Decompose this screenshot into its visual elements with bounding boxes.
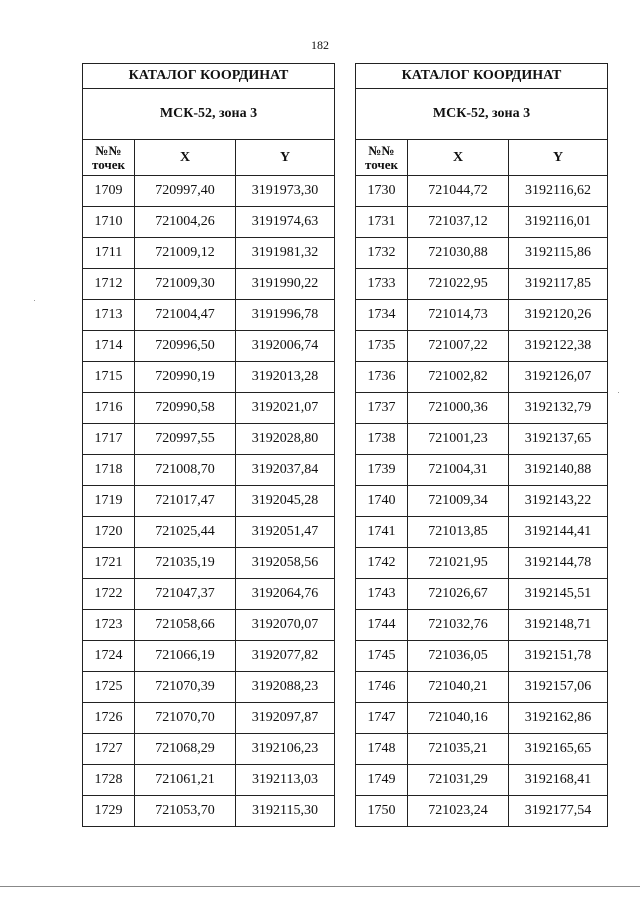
point-number-cell: 1727 <box>83 734 135 765</box>
catalog-title: КАТАЛОГ КООРДИНАТ <box>83 64 335 89</box>
y-coordinate-cell: 3192144,41 <box>509 517 608 548</box>
point-number-cell: 1721 <box>83 548 135 579</box>
table-row <box>356 796 608 827</box>
table-row <box>83 207 335 238</box>
table-row <box>356 362 608 393</box>
y-coordinate-cell: 3192106,23 <box>236 734 335 765</box>
coordinate-catalog-right <box>355 63 608 827</box>
page-number: 182 <box>311 38 329 52</box>
x-coordinate-cell: 721070,39 <box>135 672 236 703</box>
y-coordinate-cell: 3192148,71 <box>509 610 608 641</box>
coordinate-catalog-left <box>82 63 335 827</box>
catalog-zone: МСК-52, зона 3 <box>83 89 335 140</box>
table-row <box>83 796 335 827</box>
x-coordinate-cell: 721001,23 <box>408 424 509 455</box>
point-number-cell: 1747 <box>356 703 408 734</box>
y-coordinate-cell: 3192077,82 <box>236 641 335 672</box>
point-number-cell: 1723 <box>83 610 135 641</box>
point-number-cell: 1738 <box>356 424 408 455</box>
table-row <box>83 393 335 424</box>
x-coordinate-cell: 721036,05 <box>408 641 509 672</box>
table-row <box>83 331 335 362</box>
point-number-cell: 1726 <box>83 703 135 734</box>
y-coordinate-cell: 3191990,22 <box>236 269 335 300</box>
y-coordinate-cell: 3192021,07 <box>236 393 335 424</box>
table-row <box>83 734 335 765</box>
x-coordinate-cell: 721007,22 <box>408 331 509 362</box>
x-coordinate-cell: 721026,67 <box>408 579 509 610</box>
y-coordinate-cell: 3192132,79 <box>509 393 608 424</box>
table-row <box>83 486 335 517</box>
y-coordinate-cell: 3192051,47 <box>236 517 335 548</box>
table-row <box>356 517 608 548</box>
point-number-header-line2: точек <box>365 156 398 172</box>
table-row <box>356 486 608 517</box>
point-number-cell: 1750 <box>356 796 408 827</box>
x-coordinate-cell: 721035,21 <box>408 734 509 765</box>
point-number-cell: 1724 <box>83 641 135 672</box>
y-coordinate-cell: 3192117,85 <box>509 269 608 300</box>
x-header: X <box>408 140 509 176</box>
x-coordinate-cell: 721004,26 <box>135 207 236 238</box>
point-number-cell: 1741 <box>356 517 408 548</box>
y-coordinate-cell: 3192070,07 <box>236 610 335 641</box>
point-number-cell: 1736 <box>356 362 408 393</box>
x-coordinate-cell: 721058,66 <box>135 610 236 641</box>
x-coordinate-cell: 721061,21 <box>135 765 236 796</box>
x-coordinate-cell: 721030,88 <box>408 238 509 269</box>
y-coordinate-cell: 3192157,06 <box>509 672 608 703</box>
point-number-cell: 1732 <box>356 238 408 269</box>
table-row <box>83 641 335 672</box>
x-coordinate-cell: 721004,47 <box>135 300 236 331</box>
point-number-header <box>83 140 135 176</box>
point-number-header-line2: точек <box>92 156 125 172</box>
x-coordinate-cell: 721044,72 <box>408 176 509 207</box>
y-coordinate-cell: 3192144,78 <box>509 548 608 579</box>
point-number-cell: 1746 <box>356 672 408 703</box>
point-number-header <box>356 140 408 176</box>
point-number-cell: 1735 <box>356 331 408 362</box>
x-coordinate-cell: 721040,16 <box>408 703 509 734</box>
point-number-cell: 1710 <box>83 207 135 238</box>
point-number-cell: 1714 <box>83 331 135 362</box>
y-coordinate-cell: 3192177,54 <box>509 796 608 827</box>
point-number-cell: 1744 <box>356 610 408 641</box>
table-row <box>83 269 335 300</box>
y-coordinate-cell: 3191981,32 <box>236 238 335 269</box>
table-row <box>83 424 335 455</box>
table-row <box>356 300 608 331</box>
x-coordinate-cell: 721037,12 <box>408 207 509 238</box>
point-number-cell: 1728 <box>83 765 135 796</box>
point-number-cell: 1745 <box>356 641 408 672</box>
scan-speck <box>618 392 619 393</box>
y-coordinate-cell: 3192137,65 <box>509 424 608 455</box>
table-row <box>356 269 608 300</box>
point-number-cell: 1717 <box>83 424 135 455</box>
x-coordinate-cell: 721047,37 <box>135 579 236 610</box>
table-row <box>83 300 335 331</box>
x-coordinate-cell: 721035,19 <box>135 548 236 579</box>
scan-speck <box>34 300 35 301</box>
x-coordinate-cell: 721009,34 <box>408 486 509 517</box>
y-coordinate-cell: 3192143,22 <box>509 486 608 517</box>
table-row <box>356 734 608 765</box>
table-row <box>83 176 335 207</box>
page-bottom-rule <box>0 886 640 887</box>
table-row <box>83 455 335 486</box>
x-coordinate-cell: 720990,58 <box>135 393 236 424</box>
point-number-cell: 1739 <box>356 455 408 486</box>
y-coordinate-cell: 3192028,80 <box>236 424 335 455</box>
table-row <box>356 610 608 641</box>
x-coordinate-cell: 721009,12 <box>135 238 236 269</box>
y-coordinate-cell: 3192126,07 <box>509 362 608 393</box>
table-row <box>356 176 608 207</box>
y-coordinate-cell: 3192045,28 <box>236 486 335 517</box>
x-coordinate-cell: 721014,73 <box>408 300 509 331</box>
y-coordinate-cell: 3192116,62 <box>509 176 608 207</box>
x-coordinate-cell: 721070,70 <box>135 703 236 734</box>
y-coordinate-cell: 3192120,26 <box>509 300 608 331</box>
point-number-cell: 1709 <box>83 176 135 207</box>
point-number-cell: 1742 <box>356 548 408 579</box>
point-number-cell: 1725 <box>83 672 135 703</box>
x-coordinate-cell: 721013,85 <box>408 517 509 548</box>
y-coordinate-cell: 3192115,30 <box>236 796 335 827</box>
x-coordinate-cell: 721004,31 <box>408 455 509 486</box>
y-header: Y <box>509 140 608 176</box>
point-number-header-line1: №№ <box>95 142 122 158</box>
table-row <box>356 579 608 610</box>
y-coordinate-cell: 3192058,56 <box>236 548 335 579</box>
x-coordinate-cell: 720996,50 <box>135 331 236 362</box>
x-coordinate-cell: 720997,40 <box>135 176 236 207</box>
y-coordinate-cell: 3191974,63 <box>236 207 335 238</box>
y-coordinate-cell: 3192006,74 <box>236 331 335 362</box>
y-header: Y <box>236 140 335 176</box>
table-row <box>356 455 608 486</box>
x-coordinate-cell: 721066,19 <box>135 641 236 672</box>
catalog-zone: МСК-52, зона 3 <box>356 89 608 140</box>
y-coordinate-cell: 3192116,01 <box>509 207 608 238</box>
x-coordinate-cell: 721017,47 <box>135 486 236 517</box>
y-coordinate-cell: 3192013,28 <box>236 362 335 393</box>
point-number-cell: 1734 <box>356 300 408 331</box>
point-number-cell: 1748 <box>356 734 408 765</box>
y-coordinate-cell: 3192145,51 <box>509 579 608 610</box>
x-coordinate-cell: 720990,19 <box>135 362 236 393</box>
table-row <box>83 548 335 579</box>
table-row <box>356 703 608 734</box>
point-number-cell: 1712 <box>83 269 135 300</box>
table-row <box>356 331 608 362</box>
y-coordinate-cell: 3191996,78 <box>236 300 335 331</box>
table-row <box>356 238 608 269</box>
table-row <box>356 393 608 424</box>
point-number-cell: 1711 <box>83 238 135 269</box>
table-row <box>356 641 608 672</box>
x-coordinate-cell: 721053,70 <box>135 796 236 827</box>
x-coordinate-cell: 721009,30 <box>135 269 236 300</box>
table-row <box>83 703 335 734</box>
x-coordinate-cell: 721008,70 <box>135 455 236 486</box>
point-number-cell: 1730 <box>356 176 408 207</box>
table-row <box>356 548 608 579</box>
x-coordinate-cell: 721021,95 <box>408 548 509 579</box>
table-row <box>356 765 608 796</box>
y-coordinate-cell: 3191973,30 <box>236 176 335 207</box>
point-number-cell: 1737 <box>356 393 408 424</box>
x-coordinate-cell: 721031,29 <box>408 765 509 796</box>
y-coordinate-cell: 3192168,41 <box>509 765 608 796</box>
x-coordinate-cell: 721032,76 <box>408 610 509 641</box>
y-coordinate-cell: 3192140,88 <box>509 455 608 486</box>
point-number-cell: 1743 <box>356 579 408 610</box>
y-coordinate-cell: 3192037,84 <box>236 455 335 486</box>
x-coordinate-cell: 721068,29 <box>135 734 236 765</box>
x-coordinate-cell: 721023,24 <box>408 796 509 827</box>
y-coordinate-cell: 3192097,87 <box>236 703 335 734</box>
point-number-cell: 1733 <box>356 269 408 300</box>
table-row <box>83 517 335 548</box>
point-number-cell: 1731 <box>356 207 408 238</box>
y-coordinate-cell: 3192162,86 <box>509 703 608 734</box>
point-number-cell: 1749 <box>356 765 408 796</box>
table-row <box>356 672 608 703</box>
y-coordinate-cell: 3192064,76 <box>236 579 335 610</box>
point-number-cell: 1719 <box>83 486 135 517</box>
point-number-cell: 1740 <box>356 486 408 517</box>
point-number-cell: 1729 <box>83 796 135 827</box>
point-number-cell: 1716 <box>83 393 135 424</box>
x-coordinate-cell: 721022,95 <box>408 269 509 300</box>
point-number-cell: 1722 <box>83 579 135 610</box>
catalog-title: КАТАЛОГ КООРДИНАТ <box>356 64 608 89</box>
table-row <box>83 238 335 269</box>
x-coordinate-cell: 721040,21 <box>408 672 509 703</box>
table-row <box>83 579 335 610</box>
table-row <box>356 207 608 238</box>
y-coordinate-cell: 3192165,65 <box>509 734 608 765</box>
table-row <box>83 610 335 641</box>
x-coordinate-cell: 721025,44 <box>135 517 236 548</box>
y-coordinate-cell: 3192115,86 <box>509 238 608 269</box>
point-number-cell: 1720 <box>83 517 135 548</box>
table-row <box>83 765 335 796</box>
y-coordinate-cell: 3192088,23 <box>236 672 335 703</box>
y-coordinate-cell: 3192122,38 <box>509 331 608 362</box>
x-coordinate-cell: 721002,82 <box>408 362 509 393</box>
point-number-header-line1: №№ <box>368 142 395 158</box>
y-coordinate-cell: 3192151,78 <box>509 641 608 672</box>
table-row <box>83 672 335 703</box>
point-number-cell: 1718 <box>83 455 135 486</box>
table-row <box>356 424 608 455</box>
x-coordinate-cell: 721000,36 <box>408 393 509 424</box>
x-coordinate-cell: 720997,55 <box>135 424 236 455</box>
point-number-cell: 1713 <box>83 300 135 331</box>
y-coordinate-cell: 3192113,03 <box>236 765 335 796</box>
x-header: X <box>135 140 236 176</box>
point-number-cell: 1715 <box>83 362 135 393</box>
table-row <box>83 362 335 393</box>
